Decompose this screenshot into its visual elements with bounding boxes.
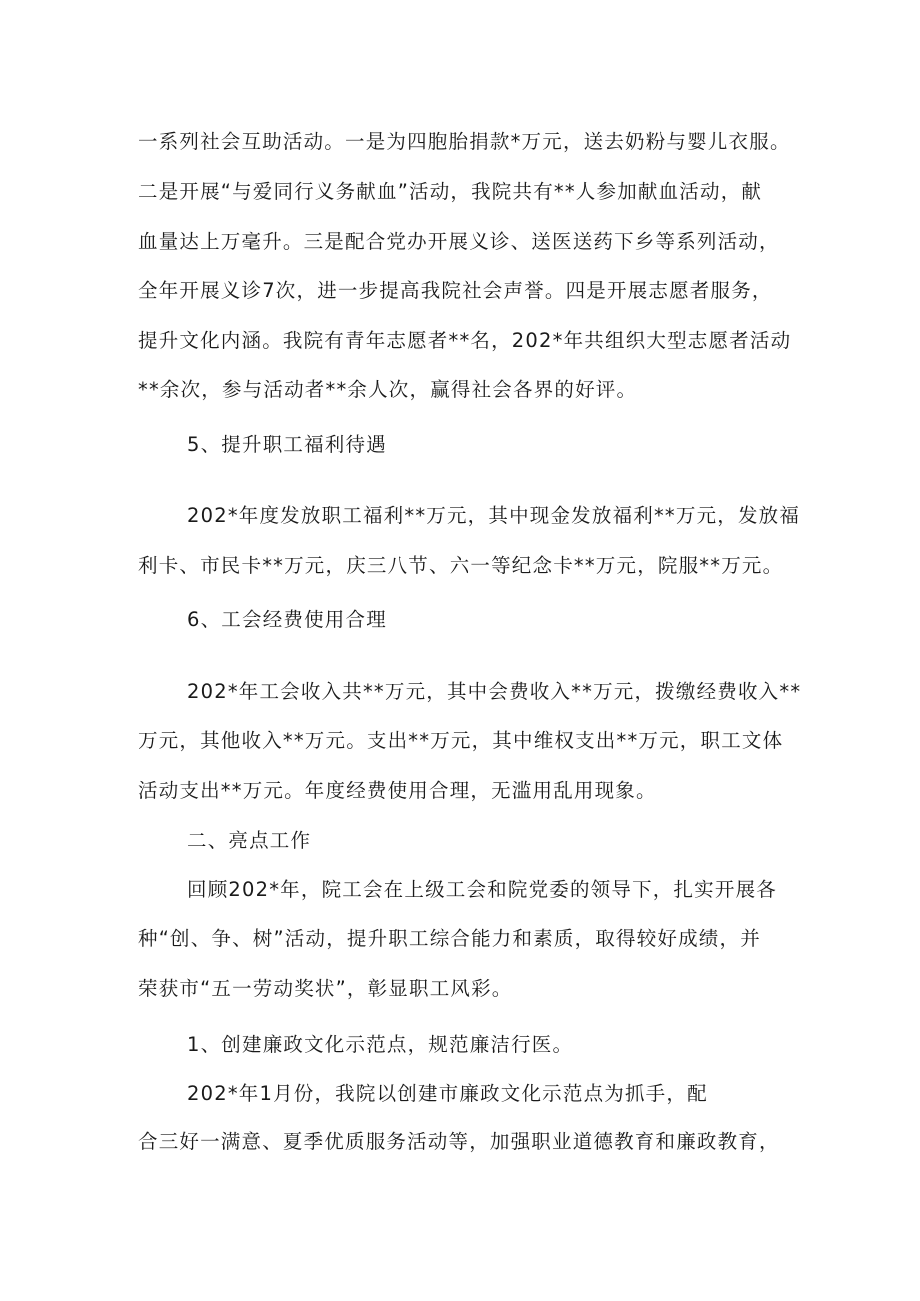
paragraph-line: 种“创、争、树”活动，提升职工综合能力和素质，取得较好成绩，并 <box>138 927 761 950</box>
section-heading: 1、创建廉政文化示范点，规范廉洁行医。 <box>187 1033 574 1056</box>
paragraph-line: 一系列社会互助活动。一是为四胞胎捐款*万元，送去奶粉与婴儿衣服。 <box>138 130 791 153</box>
paragraph-line: 202*年1月份，我院以创建市廉政文化示范点为抓手，配 <box>187 1082 708 1105</box>
section-heading: 6、工会经费使用合理 <box>187 608 387 631</box>
paragraph-line: 万元，其他收入**万元。支出**万元，其中维权支出**万元，职工文体 <box>138 729 784 752</box>
paragraph-line: 202*年工会收入共**万元，其中会费收入**万元，拨缴经费收入** <box>187 680 802 703</box>
paragraph-line: 荣获市“五一劳动奖状”，彰显职工风彩。 <box>138 977 513 1000</box>
paragraph-line: 二是开展“与爱同行义务献血”活动，我院共有**人参加献血活动，献 <box>138 180 763 203</box>
section-heading: 二、亮点工作 <box>187 829 312 852</box>
paragraph-line: **余次，参与活动者**余人次，赢得社会各界的好评。 <box>138 378 638 401</box>
paragraph-line: 202*年度发放职工福利**万元，其中现金发放福利**万元，发放福 <box>187 504 801 527</box>
paragraph-line: 血量达上万毫升。三是配合党办开展义诊、送医送药下乡等系列活动， <box>138 230 780 253</box>
paragraph-line: 全年开展义诊7次，进一步提高我院社会声誉。四是开展志愿者服务， <box>138 279 773 302</box>
paragraph-line: 提升文化内涵。我院有青年志愿者**名，202*年共组织大型志愿者活动 <box>138 329 792 352</box>
paragraph-line: 合三好一满意、夏季优质服务活动等，加强职业道德教育和廉政教育， <box>138 1130 780 1153</box>
paragraph-line: 利卡、市民卡**万元，庆三八节、六一等纪念卡**万元，院服**万元。 <box>138 554 784 577</box>
paragraph-line: 活动支出**万元。年度经费使用合理，无滥用乱用现象。 <box>138 779 657 802</box>
paragraph-line: 回顾202*年，院工会在上级工会和院党委的领导下，扎实开展各 <box>187 878 777 901</box>
section-heading: 5、提升职工福利待遇 <box>187 433 387 456</box>
